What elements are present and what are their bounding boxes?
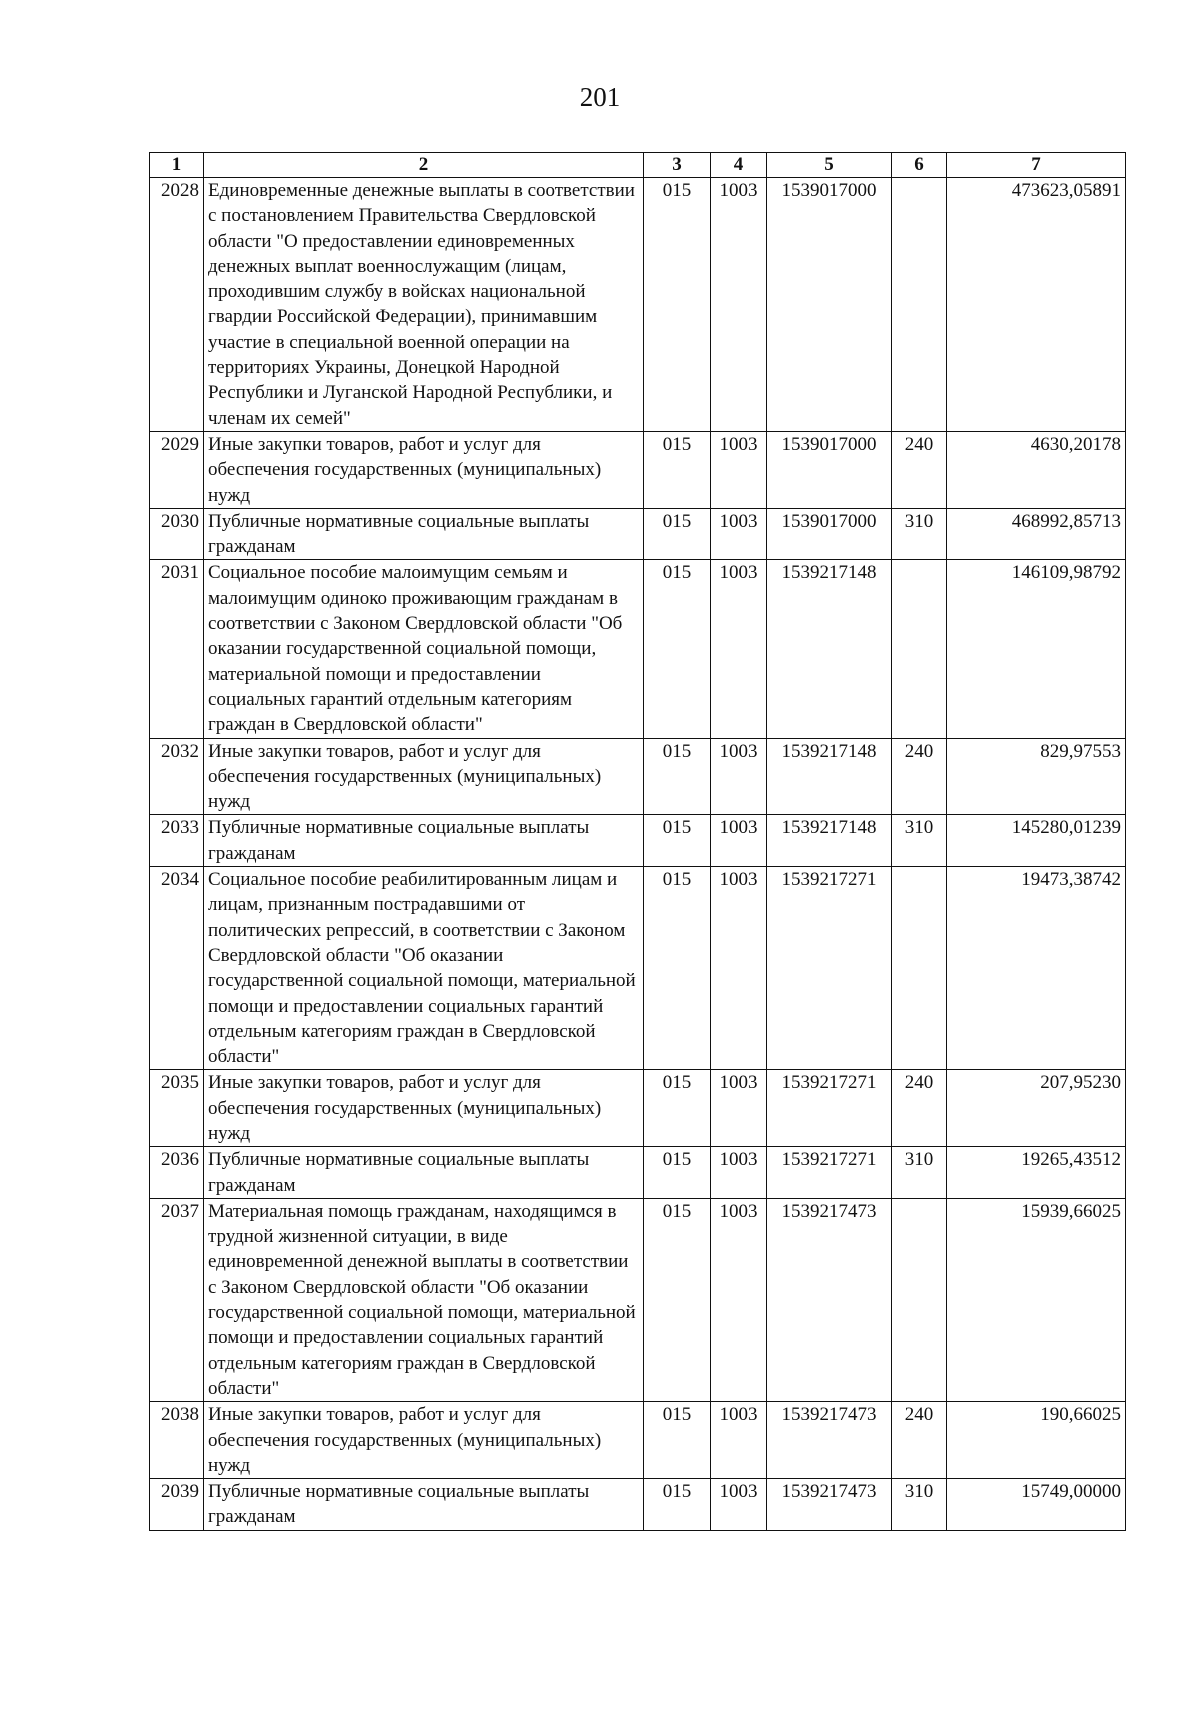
table-row <box>150 1402 1126 1479</box>
table-row <box>150 867 1126 1070</box>
row-number: 2035 <box>150 1070 204 1147</box>
row-number: 2038 <box>150 1402 204 1479</box>
header-col-1: 1 <box>150 153 204 178</box>
row-col-6 <box>892 1198 947 1401</box>
row-col-5: 1539217271 <box>767 867 892 1070</box>
row-number: 2033 <box>150 815 204 867</box>
row-col-3: 015 <box>644 815 711 867</box>
row-col-6 <box>892 867 947 1070</box>
row-number: 2036 <box>150 1147 204 1199</box>
row-col-6: 310 <box>892 508 947 560</box>
row-col-5: 1539017000 <box>767 508 892 560</box>
row-col-4: 1003 <box>711 738 767 815</box>
row-description: Материальная помощь гражданам, находящимся в трудной жизненной ситуации, в виде единовременной денежной выплаты в соответствии с Законом Свердловской области "Об оказании государственной социальной помощи, материальной помощи и предоставлении социальных гарантий отдельным категориям граждан в Свердловской области" <box>204 1198 644 1401</box>
row-col-3: 015 <box>644 1402 711 1479</box>
row-col-4: 1003 <box>711 431 767 508</box>
row-col-3: 015 <box>644 431 711 508</box>
row-number: 2032 <box>150 738 204 815</box>
row-col-5: 1539217473 <box>767 1479 892 1531</box>
row-col-4: 1003 <box>711 178 767 432</box>
row-col-4: 1003 <box>711 1147 767 1199</box>
row-sum: 190,66025 <box>947 1402 1126 1479</box>
row-col-6: 240 <box>892 738 947 815</box>
table-row <box>150 178 1126 432</box>
header-col-6: 6 <box>892 153 947 178</box>
row-col-4: 1003 <box>711 867 767 1070</box>
table-row <box>150 738 1126 815</box>
row-number: 2034 <box>150 867 204 1070</box>
row-col-5: 1539217148 <box>767 815 892 867</box>
row-description: Публичные нормативные социальные выплаты гражданам <box>204 815 644 867</box>
row-col-6: 240 <box>892 1070 947 1147</box>
row-number: 2039 <box>150 1479 204 1531</box>
row-col-6: 310 <box>892 1147 947 1199</box>
row-number: 2030 <box>150 508 204 560</box>
table-row <box>150 431 1126 508</box>
row-col-4: 1003 <box>711 1402 767 1479</box>
row-col-4: 1003 <box>711 1070 767 1147</box>
budget-table <box>149 152 1126 1531</box>
header-col-7: 7 <box>947 153 1126 178</box>
table-row <box>150 1479 1126 1531</box>
row-description: Публичные нормативные социальные выплаты гражданам <box>204 1147 644 1199</box>
table-row <box>150 1070 1126 1147</box>
row-sum: 207,95230 <box>947 1070 1126 1147</box>
row-col-3: 015 <box>644 508 711 560</box>
row-col-5: 1539217473 <box>767 1402 892 1479</box>
row-col-3: 015 <box>644 178 711 432</box>
table-row <box>150 560 1126 738</box>
header-col-2: 2 <box>204 153 644 178</box>
row-description: Социальное пособие малоимущим семьям и малоимущим одиноко проживающим гражданам в соответствии с Законом Свердловской области "Об оказании государственной социальной помощи, материальной помощи и предоставлении социальных гарантий отдельным категориям граждан в Свердловской области" <box>204 560 644 738</box>
row-col-5: 1539217271 <box>767 1147 892 1199</box>
row-sum: 473623,05891 <box>947 178 1126 432</box>
row-description: Единовременные денежные выплаты в соответствии с постановлением Правительства Свердловской области "О предоставлении единовременных денежных выплат военнослужащим (лицам, проходившим службу в войсках национальной гвардии Российской Федерации), принимавшим участие в специальной военной операции на территориях Украины, Донецкой Народной Республики и Луганской Народной Республики, и членам их семей" <box>204 178 644 432</box>
row-sum: 19473,38742 <box>947 867 1126 1070</box>
row-col-4: 1003 <box>711 560 767 738</box>
row-description: Иные закупки товаров, работ и услуг для обеспечения государственных (муниципальных) нужд <box>204 1070 644 1147</box>
row-sum: 145280,01239 <box>947 815 1126 867</box>
row-col-6 <box>892 178 947 432</box>
row-col-3: 015 <box>644 867 711 1070</box>
row-col-4: 1003 <box>711 508 767 560</box>
row-number: 2037 <box>150 1198 204 1401</box>
row-description: Социальное пособие реабилитированным лицам и лицам, признанным пострадавшими от политических репрессий, в соответствии с Законом Свердловской области "Об оказании государственной социальной помощи, материальной помощи и предоставлении социальных гарантий отдельным категориям граждан в Свердловской области" <box>204 867 644 1070</box>
row-col-4: 1003 <box>711 815 767 867</box>
row-description: Иные закупки товаров, работ и услуг для обеспечения государственных (муниципальных) нужд <box>204 431 644 508</box>
table-row <box>150 1198 1126 1401</box>
row-col-5: 1539017000 <box>767 431 892 508</box>
row-description: Публичные нормативные социальные выплаты гражданам <box>204 508 644 560</box>
row-description: Иные закупки товаров, работ и услуг для обеспечения государственных (муниципальных) нужд <box>204 1402 644 1479</box>
row-sum: 468992,85713 <box>947 508 1126 560</box>
header-row <box>150 153 1126 178</box>
row-col-6: 240 <box>892 1402 947 1479</box>
row-description: Публичные нормативные социальные выплаты гражданам <box>204 1479 644 1531</box>
header-col-4: 4 <box>711 153 767 178</box>
table-row <box>150 815 1126 867</box>
row-col-3: 015 <box>644 1147 711 1199</box>
row-number: 2028 <box>150 178 204 432</box>
row-sum: 146109,98792 <box>947 560 1126 738</box>
row-col-3: 015 <box>644 738 711 815</box>
row-col-4: 1003 <box>711 1479 767 1531</box>
row-col-6: 310 <box>892 1479 947 1531</box>
row-col-6 <box>892 560 947 738</box>
header-col-5: 5 <box>767 153 892 178</box>
row-col-4: 1003 <box>711 1198 767 1401</box>
row-col-6: 240 <box>892 431 947 508</box>
row-sum: 829,97553 <box>947 738 1126 815</box>
row-sum: 15749,00000 <box>947 1479 1126 1531</box>
row-col-3: 015 <box>644 1070 711 1147</box>
row-col-3: 015 <box>644 560 711 738</box>
row-sum: 4630,20178 <box>947 431 1126 508</box>
row-sum: 19265,43512 <box>947 1147 1126 1199</box>
row-col-3: 015 <box>644 1479 711 1531</box>
row-col-5: 1539017000 <box>767 178 892 432</box>
row-col-3: 015 <box>644 1198 711 1401</box>
table-row <box>150 508 1126 560</box>
row-number: 2031 <box>150 560 204 738</box>
row-col-5: 1539217271 <box>767 1070 892 1147</box>
row-col-5: 1539217473 <box>767 1198 892 1401</box>
row-col-6: 310 <box>892 815 947 867</box>
row-description: Иные закупки товаров, работ и услуг для обеспечения государственных (муниципальных) нужд <box>204 738 644 815</box>
header-col-3: 3 <box>644 153 711 178</box>
row-col-5: 1539217148 <box>767 560 892 738</box>
row-col-5: 1539217148 <box>767 738 892 815</box>
row-sum: 15939,66025 <box>947 1198 1126 1401</box>
row-number: 2029 <box>150 431 204 508</box>
table-row <box>150 1147 1126 1199</box>
page-number: 201 <box>579 82 621 112</box>
